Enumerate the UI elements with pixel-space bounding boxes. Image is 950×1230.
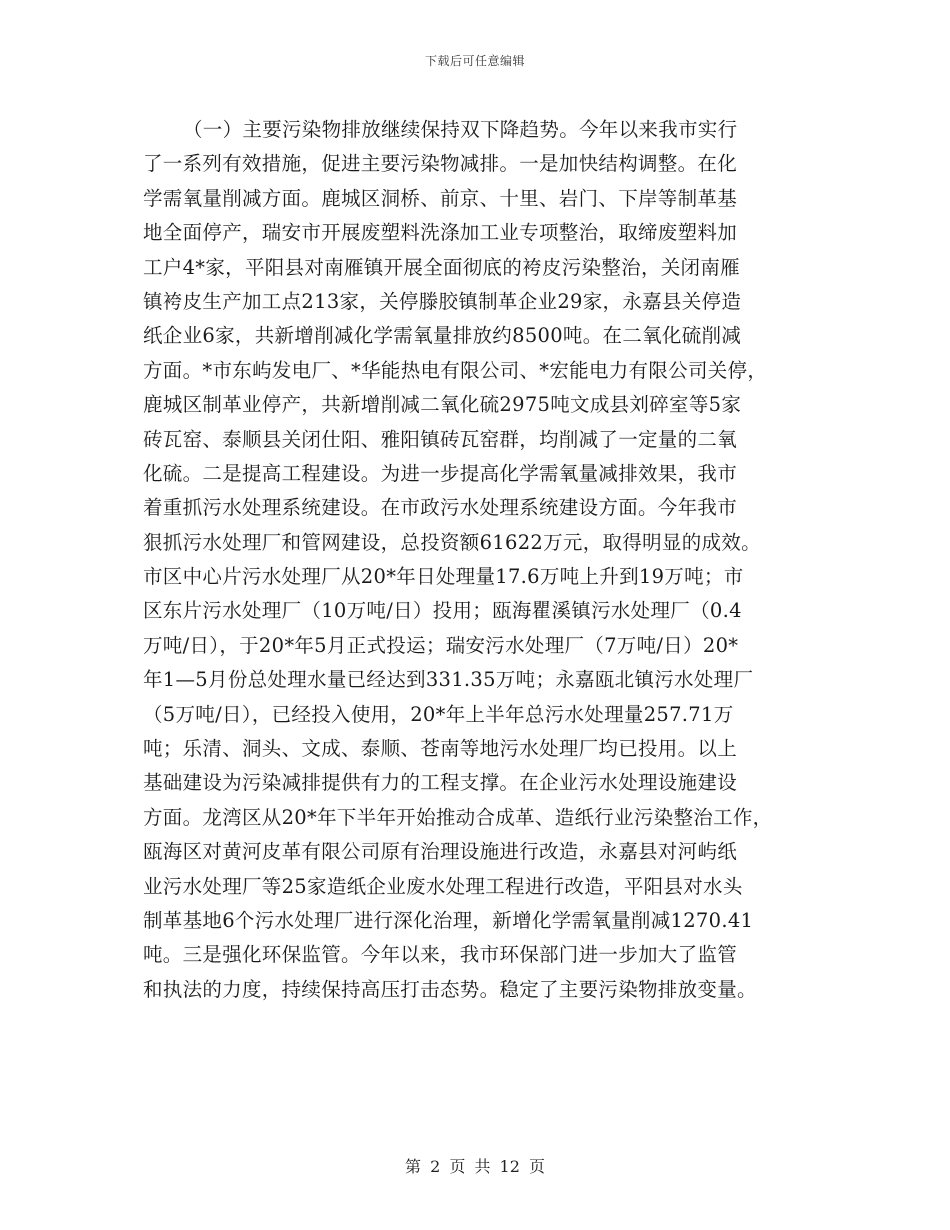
body-line: 砖瓦窑、泰顺县关闭仕阳、雅阳镇砖瓦窑群，均削减了一定量的二氧: [143, 427, 738, 451]
body-line: 业污水处理厂等25家造纸企业废水处理工程进行改造，平阳县对水头: [143, 874, 743, 898]
body-line: 纸企业6家，共新增削减化学需氧量排放约8500吨。在二氧化硫削减: [143, 324, 742, 348]
body-line: 基础建设为污染减排提供有力的工程支撑。在企业污水处理设施建设: [143, 771, 738, 795]
body-line: 狠抓污水处理厂和管网建设，总投资额61622万元，取得明显的成效。: [143, 530, 761, 554]
body-line: 镇袴皮生产加工点213家，关停滕胶镇制革企业29家，永嘉县关停造: [143, 289, 742, 313]
body-line: 和执法的力度，持续保持高压打击态势。稳定了主要污染物排放变量。: [143, 977, 757, 1001]
body-line: 化硫。二是提高工程建设。为进一步提高化学需氧量减排效果，我市: [143, 461, 738, 485]
body-line: 学需氧量削减方面。鹿城区洞桥、前京、十里、岩门、下岸等制革基: [143, 186, 738, 210]
body-line: 年1—5月份总处理水量已经达到331.35万吨；永嘉瓯北镇污水处理厂: [143, 668, 754, 692]
body-line: 瓯海区对黄河皮革有限公司原有治理设施进行改造，永嘉县对河屿纸: [143, 840, 738, 864]
body-line: 工户4*家，平阳县对南雁镇开展全面彻底的袴皮污染整治，关闭南雁: [143, 255, 740, 279]
body-line: 方面。*市东屿发电厂、*华能热电有限公司、*宏能电力有限公司关停，: [143, 358, 768, 382]
document-body: [143, 113, 823, 1007]
body-line: 制革基地6个污水处理厂进行深化治理，新增化学需氧量削减1270.41: [143, 908, 754, 932]
body-line: 吨。三是强化环保监管。今年以来，我市环保部门进一步加大了监管: [143, 943, 738, 967]
body-line: 市区中心片污水处理厂从20*年日处理量17.6万吨上升到19万吨；市: [143, 565, 744, 589]
body-line: 万吨/日），于20*年5月正式投运；瑞安污水处理厂（7万吨/日）20*: [143, 633, 739, 657]
body-line: 鹿城区制革业停产，共新增削减二氧化硫2975吨文成县刘碎室等5家: [143, 393, 742, 417]
body-line: （5万吨/日），已经投入使用，20*年上半年总污水处理量257.71万: [143, 702, 734, 726]
body-line: 方面。龙湾区从20*年下半年开始推动合成革、造纸行业污染整治工作，: [143, 805, 773, 829]
body-line: 地全面停产，瑞安市开展废塑料洗涤加工业专项整治，取缔废塑料加: [143, 221, 738, 245]
page-number: 第 2 页 共 12 页: [405, 1157, 545, 1176]
body-line: 了一系列有效措施，促进主要污染物减排。一是加快结构调整。在化: [143, 152, 738, 176]
body-line: 区东片污水处理厂（10万吨/日）投用；瓯海瞿溪镇污水处理厂（0.4: [143, 599, 742, 623]
page-header-note: 下载后可任意编辑: [424, 54, 525, 68]
body-line: （一）主要污染物排放继续保持双下降趋势。今年以来我市实行: [183, 118, 738, 141]
body-line: 着重抓污水处理系统建设。在市政污水处理系统建设方面。今年我市: [143, 496, 738, 520]
body-line: 吨；乐清、洞头、文成、泰顺、苍南等地污水处理厂均已投用。以上: [143, 737, 738, 761]
